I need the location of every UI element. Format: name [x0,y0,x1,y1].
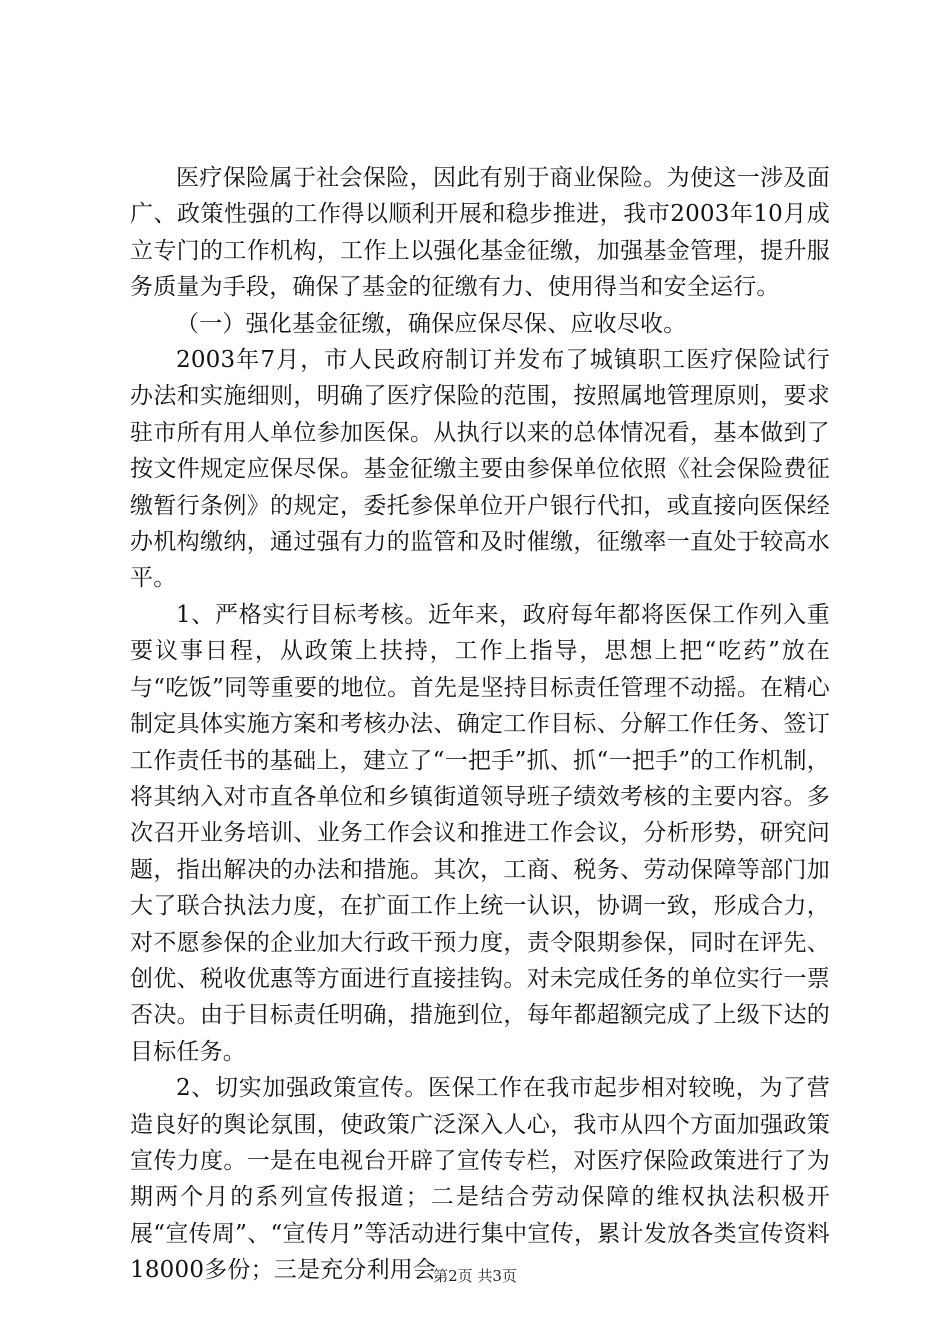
paragraph-policy-publicity: 2、切实加强政策宣传。医保工作在我市起步相对较晚，为了营造良好的舆论氛围，使政策广泛深入人心，我市从四个方面加强政策宣传力度。一是在电视台开辟了宣传专栏，对医疗保险政策进行了为期两个月的系列宣传报道；二是结合劳动保障的维权执法积极开展“宣传周”、“宣传月”等活动进行集中宣传，累计发放各类宣传资料18000多份；三是充分利用会 [130,1075,830,1284]
paragraph-2003-july: 2003年7月，市人民政府制订并发布了城镇职工医疗保险试行办法和实施细则，明确了医疗保险的范围，按照属地管理原则，要求驻市所有用人单位参加医保。从执行以来的总体情况看，基本做到了按文件规定应保尽保。基金征缴主要由参保单位依照《社会保险费征缴暂行条例》的规定，委托参保单位开户银行代扣，或直接向医保经办机构缴纳，通过强有力的监管和及时催缴，征缴率一直处于较高水平。 [130,347,830,592]
document-body [130,160,830,1289]
paragraph-target-assessment: 1、严格实行目标考核。近年来，政府每年都将医保工作列入重要议事日程，从政策上扶持，工作上指导，思想上把“吃药”放在与“吃饭”同等重要的地位。首先是坚持目标责任管理不动摇。在精心制定具体实施方案和考核办法、确定工作目标、分解工作任务、签订工作责任书的基础上，建立了“一把手”抓、抓“一把手”的工作机制，将其纳入对市直各单位和乡镇街道领导班子绩效考核的主要内容。多次召开业务培训、业务工作会议和推进工作会议，分析形势，研究问题，指出解决的办法和措施。其次，工商、税务、劳动保障等部门加大了联合执法力度，在扩面工作上统一认识，协调一致，形成合力，对不愿参保的企业加大行政干预力度，责令限期参保，同时在评先、创优、税收优惠等方面进行直接挂钩。对未完成任务的单位实行一票否决。由于目标责任明确，措施到位，每年都超额完成了上级下达的目标任务。 [130,601,830,1065]
section-heading-1: （一）强化基金征缴，确保应保尽保、应收尽收。 [176,310,687,337]
page-footer: 第2页 共3页 [433,1267,517,1285]
paragraph-intro: 医疗保险属于社会保险，因此有别于商业保险。为使这一涉及面广、政策性强的工作得以顺利开展和稳步推进，我市2003年10月成立专门的工作机构，工作上以强化基金征缴，加强基金管理，提升服务质量为手段，确保了基金的征缴有力、使用得当和安全运行。 [130,165,830,301]
